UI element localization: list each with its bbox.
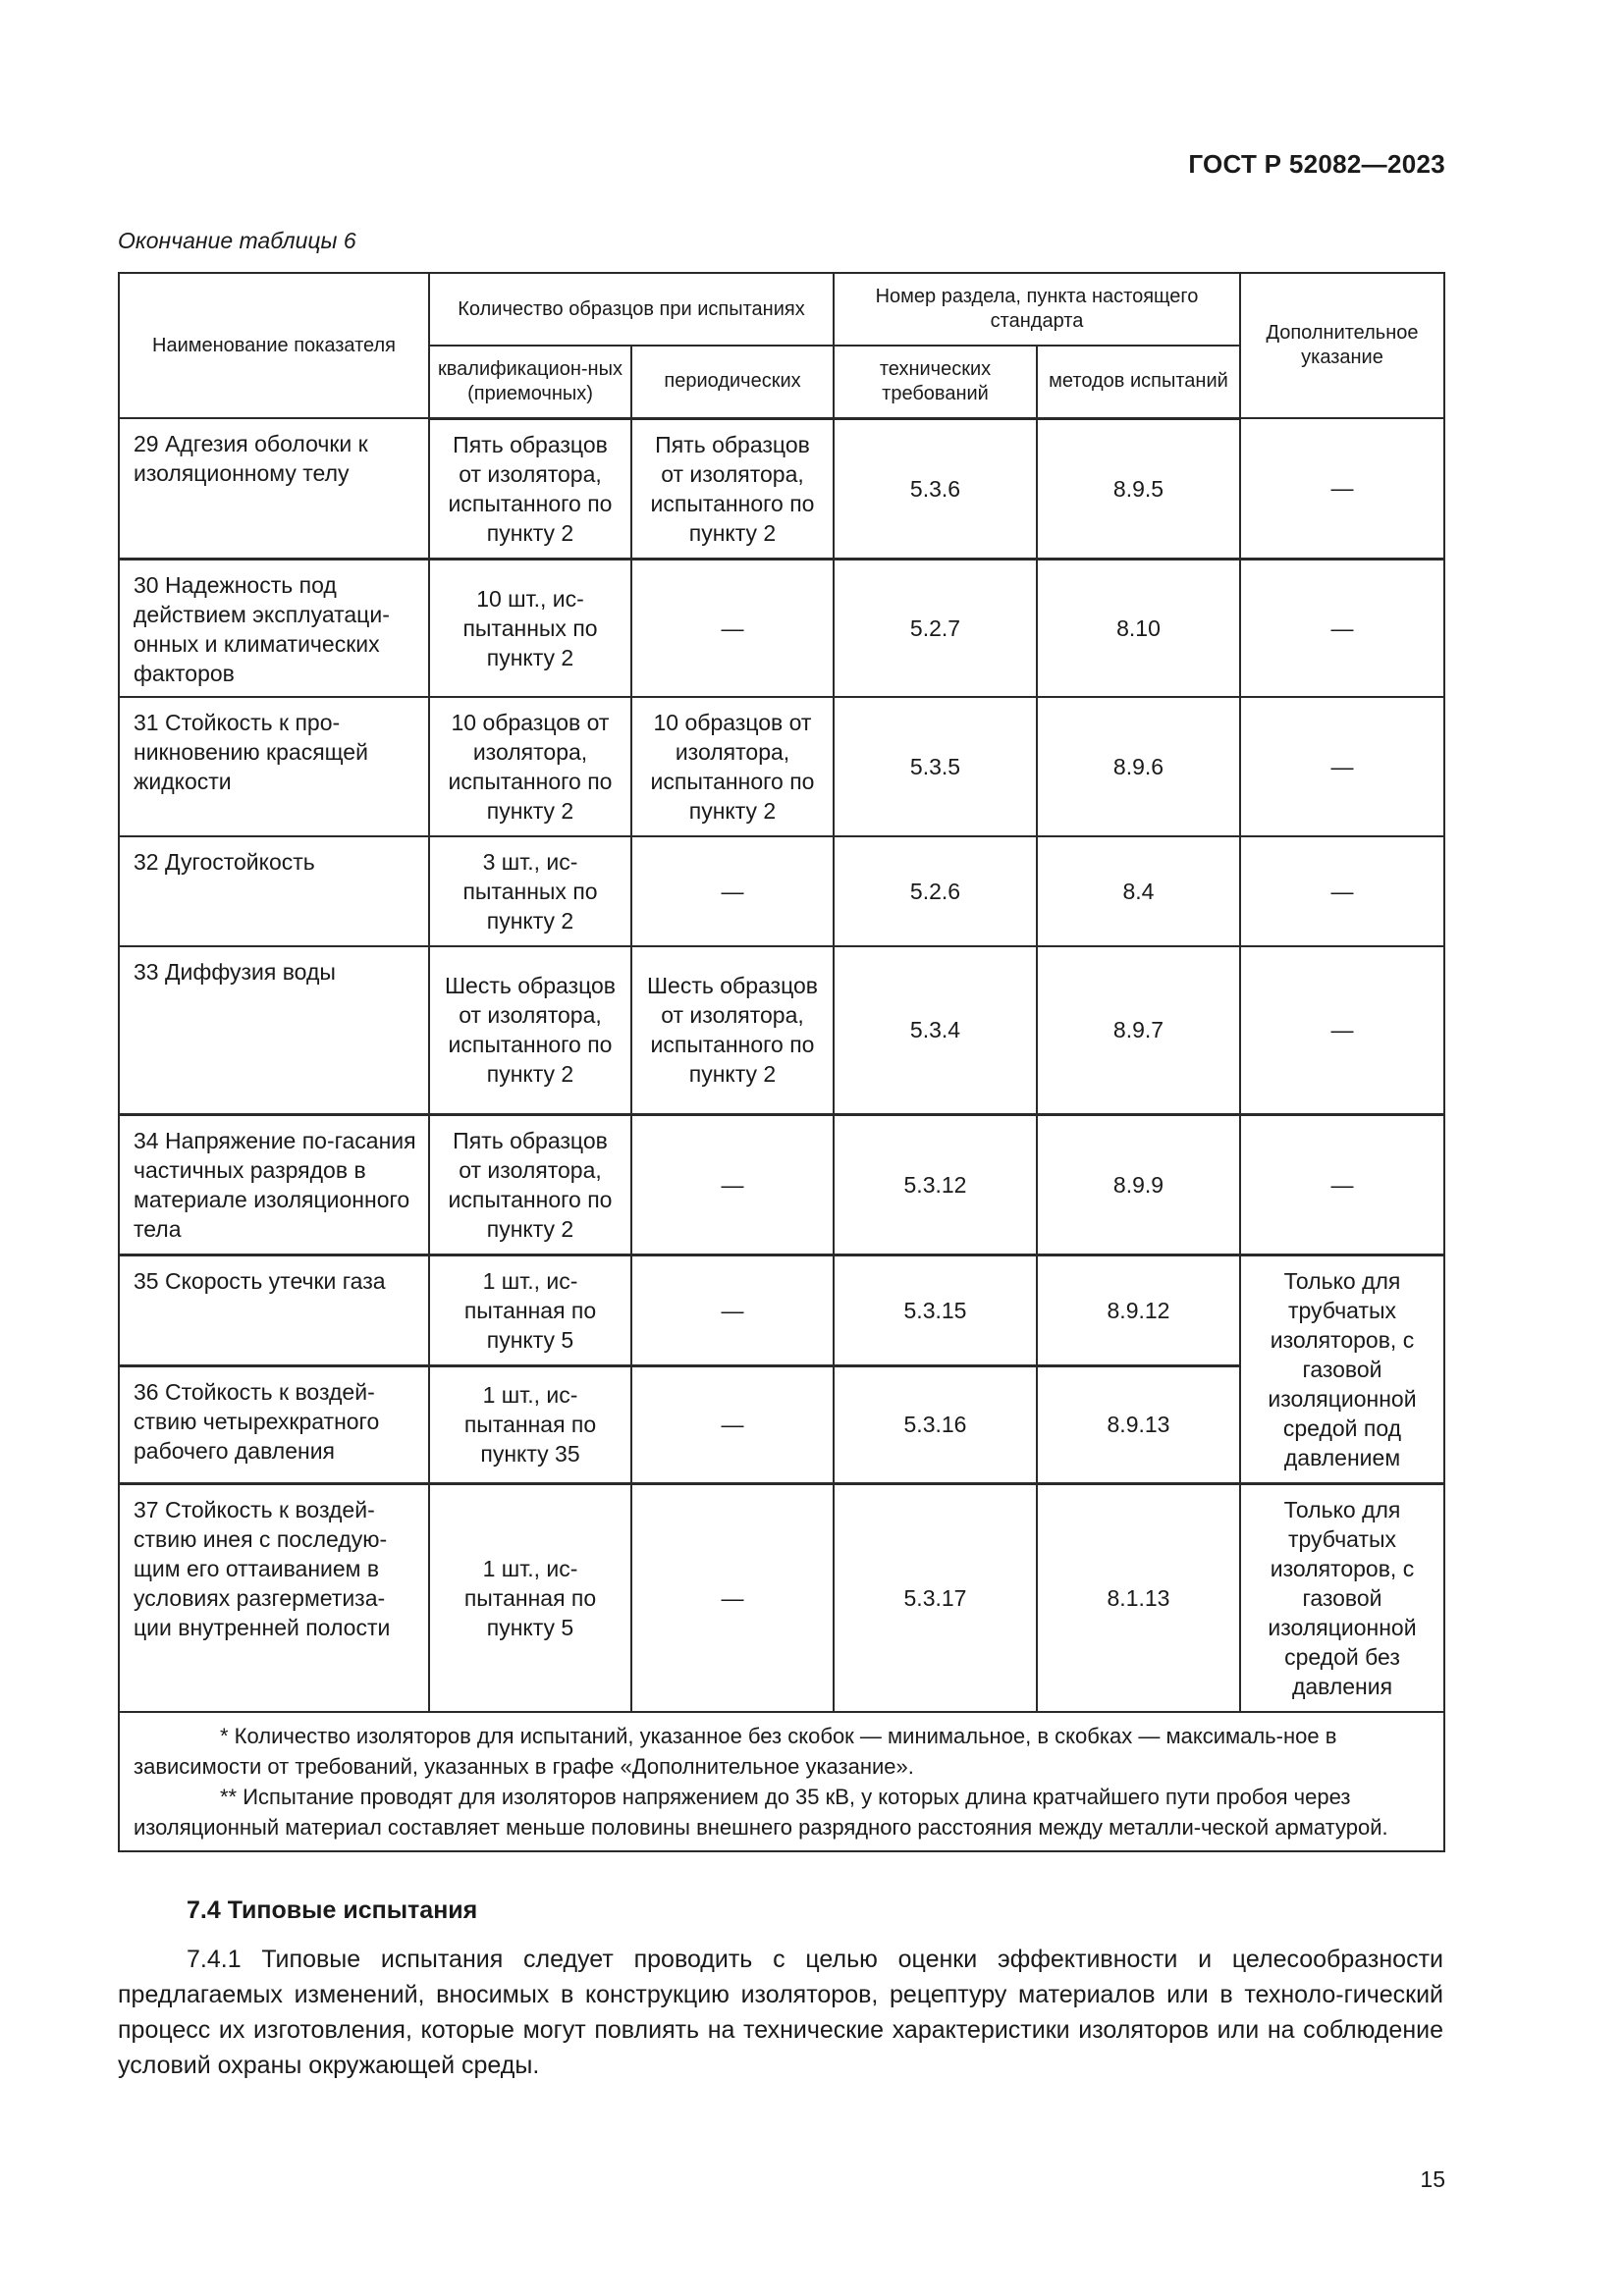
test-method-ref: 8.9.13 [1037,1365,1240,1483]
tech-requirements-ref: 5.2.7 [834,559,1037,697]
header-standard-section: Номер раздела, пункта настоящего стандарта [834,273,1240,346]
indicator-name: 34 Напряжение по-гасания частичных разрядов в материале изоляционного тела [119,1114,429,1255]
document-code: ГОСТ Р 52082—2023 [1188,149,1445,179]
qualification-samples: 1 шт., ис-пытанная по пункту 5 [429,1483,631,1712]
additional-note: — [1240,697,1444,836]
periodic-samples: — [631,1483,834,1712]
periodic-samples: — [631,559,834,697]
indicator-name: 29 Адгезия оболочки к изоляционному телу [119,418,429,559]
additional-note: — [1240,559,1444,697]
additional-note: — [1240,418,1444,559]
qualification-samples: Пять образцов от изолятора, испытанного по пункту 2 [429,1114,631,1255]
test-method-ref: 8.9.7 [1037,946,1240,1114]
test-specification-table [118,272,1445,1852]
test-method-ref: 8.1.13 [1037,1483,1240,1712]
periodic-samples: — [631,836,834,946]
indicator-name: 30 Надежность под действием эксплуатаци-онных и климатических факторов [119,559,429,697]
table-footnote: * Количество изоляторов для испытаний, указанное без скобок — минимальное, в скобках — максималь-ное в зависимости от требований, указанных в графе «Дополнительное указание». [134,1723,1337,1779]
additional-note: Только для трубчатых изоляторов, с газовой изоляционной средой под давлением [1240,1255,1444,1483]
periodic-samples: — [631,1255,834,1365]
test-method-ref: 8.10 [1037,559,1240,697]
table-row [119,418,1444,559]
tech-requirements-ref: 5.3.4 [834,946,1037,1114]
test-method-ref: 8.9.9 [1037,1114,1240,1255]
test-method-ref: 8.4 [1037,836,1240,946]
table-notes-row [119,1712,1444,1851]
periodic-samples: Шесть образцов от изолятора, испытанного по пункту 2 [631,946,834,1114]
header-test-methods: методов испытаний [1037,346,1240,418]
table-row [119,946,1444,1114]
qualification-samples: 1 шт., ис-пытанная по пункту 35 [429,1365,631,1483]
table-row [119,1483,1444,1712]
tech-requirements-ref: 5.3.12 [834,1114,1037,1255]
qualification-samples: 3 шт., ис-пытанных по пункту 2 [429,836,631,946]
indicator-name: 33 Диффузия воды [119,946,429,1114]
table-caption: Окончание таблицы 6 [118,228,356,253]
qualification-samples: 10 образцов от изолятора, испытанного по пункту 2 [429,697,631,836]
header-additional-note: Дополнительное указание [1240,273,1444,418]
qualification-samples: 10 шт., ис-пытанных по пункту 2 [429,559,631,697]
indicator-name: 32 Дугостойкость [119,836,429,946]
periodic-samples: — [631,1365,834,1483]
page-number: 15 [1420,2166,1445,2192]
tech-requirements-ref: 5.2.6 [834,836,1037,946]
indicator-name: 35 Скорость утечки газа [119,1255,429,1365]
additional-note: — [1240,946,1444,1114]
qualification-samples: Пять образцов от изолятора, испытанного по пункту 2 [429,418,631,559]
indicator-name: 37 Стойкость к воздей-ствию инея с последую-щим его оттаиванием в условиях разгерметиза-ции внутренней полости [119,1483,429,1712]
table-footnote: ** Испытание проводят для изоляторов напряжением до 35 кВ, у которых длина кратчайшего пути пробоя через изоляционный материал составляет меньше половины внешнего разрядного расстояния между металли-ческой арматурой. [134,1784,1388,1840]
indicator-name: 31 Стойкость к про-никновению красящей жидкости [119,697,429,836]
additional-note: — [1240,836,1444,946]
periodic-samples: — [631,1114,834,1255]
table-row [119,559,1444,697]
periodic-samples: 10 образцов от изолятора, испытанного по пункту 2 [631,697,834,836]
test-method-ref: 8.9.6 [1037,697,1240,836]
table-row [119,836,1444,946]
tech-requirements-ref: 5.3.5 [834,697,1037,836]
table-row [119,1114,1444,1255]
qualification-samples: Шесть образцов от изолятора, испытанного по пункту 2 [429,946,631,1114]
table-row [119,1255,1444,1365]
periodic-samples: Пять образцов от изолятора, испытанного по пункту 2 [631,418,834,559]
tech-requirements-ref: 5.3.15 [834,1255,1037,1365]
test-method-ref: 8.9.12 [1037,1255,1240,1365]
header-indicator-name: Наименование показателя [119,273,429,418]
header-sample-count: Количество образцов при испытаниях [429,273,834,346]
additional-note: Только для трубчатых изоляторов, с газовой изоляционной средой без давления [1240,1483,1444,1712]
header-technical-requirements: технических требований [834,346,1037,418]
tech-requirements-ref: 5.3.17 [834,1483,1037,1712]
table-row [119,697,1444,836]
tech-requirements-ref: 5.3.6 [834,418,1037,559]
qualification-samples: 1 шт., ис-пытанная по пункту 5 [429,1255,631,1365]
additional-note: — [1240,1114,1444,1255]
tech-requirements-ref: 5.3.16 [834,1365,1037,1483]
table-notes [119,1712,1444,1851]
indicator-name: 36 Стойкость к воздей-ствию четырехкратного рабочего давления [119,1365,429,1483]
header-qualification: квалификацион-ных (приемочных) [429,346,631,418]
section-heading: 7.4 Типовые испытания [187,1896,478,1924]
header-periodic: периодических [631,346,834,418]
test-method-ref: 8.9.5 [1037,418,1240,559]
body-paragraph: 7.4.1 Типовые испытания следует проводить с целью оценки эффективности и целесообразности предлагаемых изменений, вносимых в конструкцию изоляторов, рецептуру материалов или в техноло-гический процесс их изготовления, которые могут повлиять на технические характеристики изоляторов или на соблюдение условий охраны окружающей среды. [118,1946,1443,2079]
